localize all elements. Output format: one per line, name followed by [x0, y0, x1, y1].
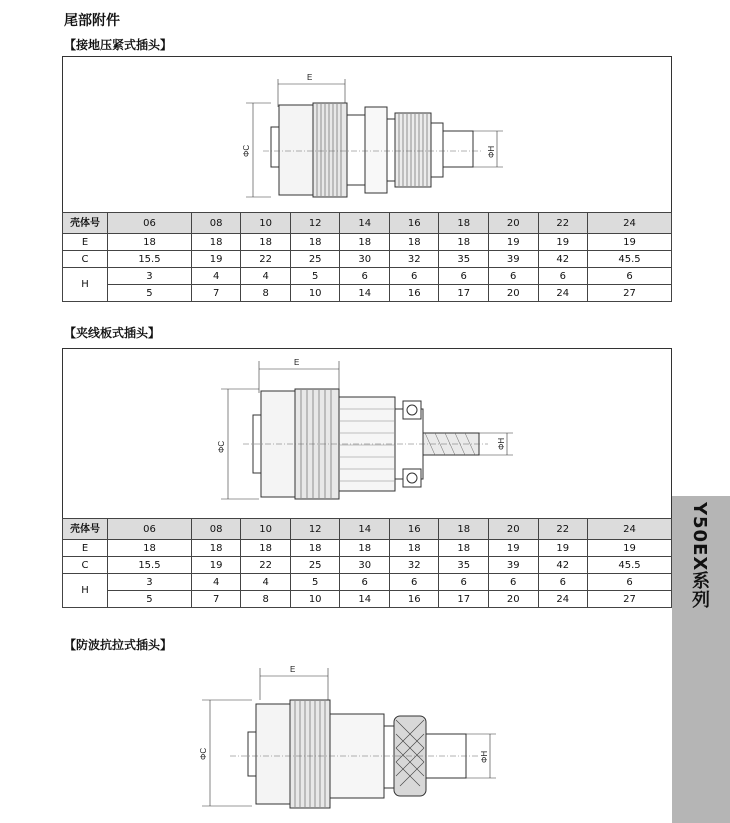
cell: 19 [488, 234, 538, 251]
cell: 19 [191, 557, 241, 574]
size-22: 22 [538, 213, 588, 234]
dim-e-label: E [294, 358, 300, 367]
size-06: 06 [108, 213, 192, 234]
cell: 24 [538, 591, 588, 608]
cell: 6 [488, 574, 538, 591]
cell: 45.5 [588, 251, 672, 268]
grounding-plug-drawing [63, 57, 671, 213]
dim-c-label: ΦC [242, 144, 251, 157]
dim-c-label: ΦC [199, 747, 208, 760]
size-10: 10 [241, 519, 291, 540]
cell: 17 [439, 285, 489, 302]
figure-grounding-plug [62, 56, 672, 213]
cell: 8 [241, 591, 291, 608]
cell: 18 [108, 540, 192, 557]
cell: 27 [588, 285, 672, 302]
size-18: 18 [439, 213, 489, 234]
cell: 19 [538, 234, 588, 251]
table-row-c [63, 557, 672, 574]
cell: 42 [538, 557, 588, 574]
cell: 18 [191, 540, 241, 557]
size-06: 06 [108, 519, 192, 540]
cell: 4 [191, 574, 241, 591]
section-title-clamp-plate-plug: 【夹线板式插头】 [64, 326, 161, 340]
cell: 35 [439, 557, 489, 574]
cell: 6 [389, 268, 439, 285]
size-08: 08 [191, 213, 241, 234]
cell: 5 [290, 574, 340, 591]
table-row-h-max [63, 591, 672, 608]
figure-clamp-plate-plug [62, 348, 672, 519]
cell: 32 [389, 557, 439, 574]
cell: 18 [340, 540, 390, 557]
cell: 39 [488, 557, 538, 574]
cell: 3 [108, 268, 192, 285]
cell: 19 [588, 540, 672, 557]
cell: 39 [488, 251, 538, 268]
cell: 6 [389, 574, 439, 591]
clamp-plate-plug-drawing [63, 349, 671, 519]
spec-table-clamp-plate-plug [62, 518, 672, 608]
table-row-h-max [63, 285, 672, 302]
cell: 6 [340, 268, 390, 285]
cell: 6 [538, 574, 588, 591]
cell: 8 [241, 285, 291, 302]
cell: 6 [538, 268, 588, 285]
cell: 6 [588, 268, 672, 285]
size-18: 18 [439, 519, 489, 540]
cell: 35 [439, 251, 489, 268]
cell: 32 [389, 251, 439, 268]
cell: 7 [191, 591, 241, 608]
size-24: 24 [588, 519, 672, 540]
table-header-cell: 壳体号 [63, 519, 108, 540]
cell: 6 [439, 268, 489, 285]
dim-h-label: ΦH [480, 750, 489, 763]
cell: 15.5 [108, 557, 192, 574]
cell: 25 [290, 251, 340, 268]
row-label: E [63, 540, 108, 557]
dim-c-label: ΦC [217, 440, 226, 453]
dim-e-label: E [290, 665, 296, 674]
cell: 19 [191, 251, 241, 268]
section-title-shielded-strain-relief-plug: 【防波抗拉式插头】 [64, 638, 173, 652]
cell: 19 [538, 540, 588, 557]
cell: 42 [538, 251, 588, 268]
cell: 18 [340, 234, 390, 251]
cell: 3 [108, 574, 192, 591]
cell: 20 [488, 285, 538, 302]
size-24: 24 [588, 213, 672, 234]
cell: 45.5 [588, 557, 672, 574]
cell: 16 [389, 285, 439, 302]
cell: 16 [389, 591, 439, 608]
size-16: 16 [389, 519, 439, 540]
size-08: 08 [191, 519, 241, 540]
cell: 18 [241, 540, 291, 557]
table-header-cell: 壳体号 [63, 213, 108, 234]
cell: 15.5 [108, 251, 192, 268]
cell: 18 [389, 540, 439, 557]
size-22: 22 [538, 519, 588, 540]
series-side-tab-label: Y50EX系列 [689, 502, 710, 610]
row-label: H [63, 268, 108, 302]
size-10: 10 [241, 213, 291, 234]
cell: 14 [340, 591, 390, 608]
table-row-e [63, 540, 672, 557]
section-title-grounding-plug: 【接地压紧式插头】 [64, 38, 173, 52]
size-14: 14 [340, 213, 390, 234]
cell: 18 [108, 234, 192, 251]
cell: 6 [340, 574, 390, 591]
cell: 19 [588, 234, 672, 251]
cell: 22 [241, 557, 291, 574]
cell: 17 [439, 591, 489, 608]
cell: 6 [439, 574, 489, 591]
size-14: 14 [340, 519, 390, 540]
dim-h-label: ΦH [497, 437, 506, 450]
size-16: 16 [389, 213, 439, 234]
cell: 10 [290, 285, 340, 302]
cell: 18 [241, 234, 291, 251]
row-label: C [63, 557, 108, 574]
row-label: C [63, 251, 108, 268]
row-label: H [63, 574, 108, 608]
table-row-e [63, 234, 672, 251]
cell: 24 [538, 285, 588, 302]
cell: 4 [241, 268, 291, 285]
size-12: 12 [290, 519, 340, 540]
cell: 20 [488, 591, 538, 608]
cell: 7 [191, 285, 241, 302]
cell: 30 [340, 557, 390, 574]
dim-e-label: E [307, 73, 313, 82]
cell: 14 [340, 285, 390, 302]
cell: 4 [241, 574, 291, 591]
cell: 18 [290, 234, 340, 251]
cell: 25 [290, 557, 340, 574]
cell: 4 [191, 268, 241, 285]
cell: 10 [290, 591, 340, 608]
cell: 5 [108, 285, 192, 302]
row-label: E [63, 234, 108, 251]
table-row-c [63, 251, 672, 268]
cell: 6 [588, 574, 672, 591]
dim-h-label: ΦH [487, 145, 496, 158]
page-title: 尾部附件 [64, 13, 120, 29]
cell: 19 [488, 540, 538, 557]
cell: 6 [488, 268, 538, 285]
cell: 18 [191, 234, 241, 251]
cell: 22 [241, 251, 291, 268]
cell: 18 [389, 234, 439, 251]
size-20: 20 [488, 213, 538, 234]
cell: 5 [290, 268, 340, 285]
size-12: 12 [290, 213, 340, 234]
cell: 27 [588, 591, 672, 608]
cell: 5 [108, 591, 192, 608]
series-side-tab [672, 496, 730, 823]
table-row-h-min [63, 268, 672, 285]
shielded-strain-relief-plug-drawing [190, 660, 520, 823]
cell: 18 [439, 234, 489, 251]
cell: 18 [290, 540, 340, 557]
cell: 30 [340, 251, 390, 268]
table-row-h-min [63, 574, 672, 591]
size-20: 20 [488, 519, 538, 540]
spec-table-grounding-plug [62, 212, 672, 302]
cell: 18 [439, 540, 489, 557]
